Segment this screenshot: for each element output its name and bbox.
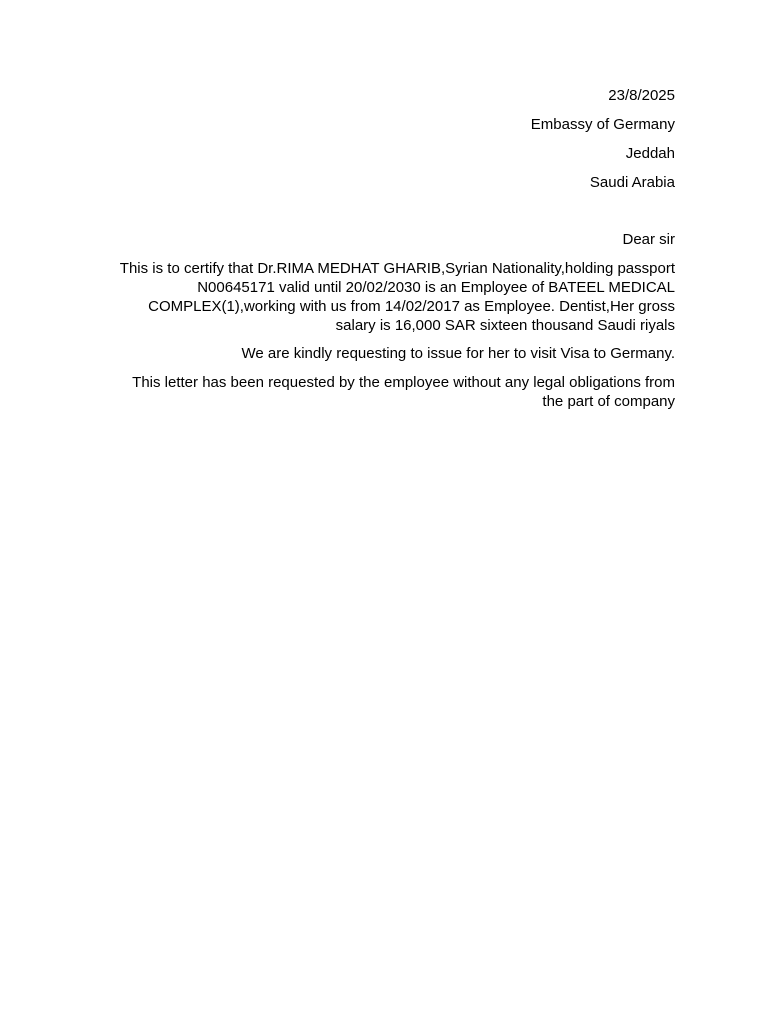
certification-line-4: salary is 16,000 SAR sixteen thousand Saudi riyals <box>335 317 675 334</box>
recipient-line-1: Embassy of Germany <box>530 116 675 133</box>
salutation: Dear sir <box>622 231 675 248</box>
recipient-line-2: Jeddah <box>625 145 675 162</box>
certification-line-1: This is to certify that Dr.RIMA MEDHAT GHARIB,Syrian Nationality,holding passport <box>119 260 675 277</box>
request-paragraph: We are kindly requesting to issue for her to visit Visa to Germany. <box>241 345 675 362</box>
disclaimer-paragraph <box>90 373 675 411</box>
letter-date: 23/8/2025 <box>608 87 675 104</box>
disclaimer-line-2: the part of company <box>542 393 675 410</box>
certification-line-3: COMPLEX(1),working with us from 14/02/2017 as Employee. Dentist,Her gross <box>148 298 675 315</box>
certification-line-2: N00645171 valid until 20/02/2030 is an Employee of BATEEL MEDICAL <box>197 279 675 296</box>
disclaimer-line-1: This letter has been requested by the employee without any legal obligations from <box>132 374 675 391</box>
certification-paragraph <box>90 259 675 335</box>
recipient-line-3: Saudi Arabia <box>589 174 675 191</box>
